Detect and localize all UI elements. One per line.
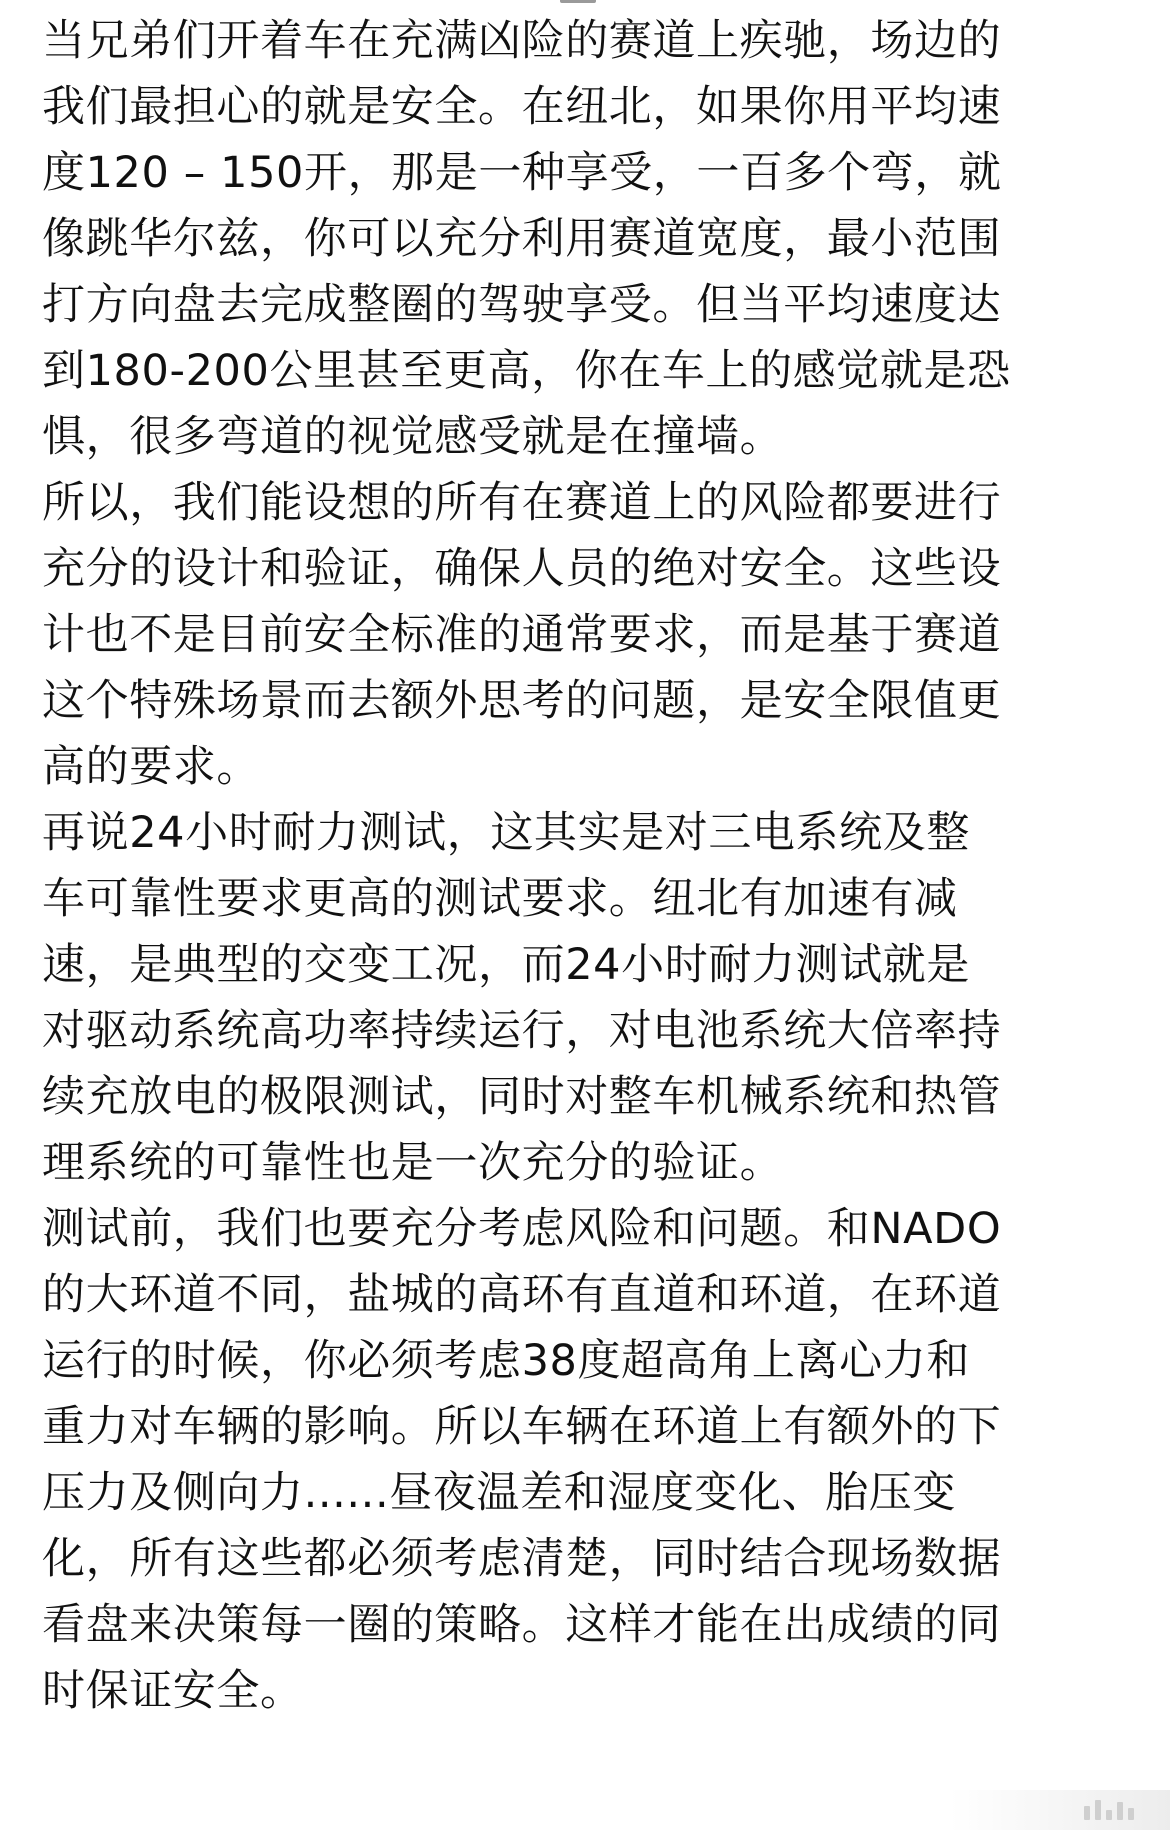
text-line: 的大环道不同，盐城的高环有直道和环道，在环道 bbox=[42, 1270, 1002, 1320]
text-line: 这个特殊场景而去额外思考的问题，是安全限值更 bbox=[42, 676, 1002, 726]
text-line: 高的要求。 bbox=[42, 742, 260, 792]
watermark-mark bbox=[1084, 1800, 1134, 1820]
text-line: 车可靠性要求更高的测试要求。纽北有加速有减 bbox=[42, 874, 958, 924]
paragraph-safety-intro bbox=[42, 8, 1132, 470]
text-line: 到180-200公里甚至更高，你在车上的感觉就是恐 bbox=[42, 346, 1011, 396]
text-line: 理系统的可靠性也是一次充分的验证。 bbox=[42, 1138, 784, 1188]
paragraph-pre-test-risks bbox=[42, 1196, 1132, 1724]
text-line: 像跳华尔兹，你可以充分利用赛道宽度，最小范围 bbox=[42, 214, 1002, 264]
text-line: 再说24小时耐力测试，这其实是对三电系统及整 bbox=[42, 808, 970, 858]
text-line: 度120 – 150开，那是一种享受，一百多个弯，就 bbox=[42, 148, 1002, 198]
paragraph-endurance-test bbox=[42, 800, 1132, 1196]
text-line: 速，是典型的交变工况，而24小时耐力测试就是 bbox=[42, 940, 970, 990]
text-line: 我们最担心的就是安全。在纽北，如果你用平均速 bbox=[42, 82, 1002, 132]
text-line: 重力对车辆的影响。所以车辆在环道上有额外的下 bbox=[42, 1402, 1002, 1452]
text-line: 化，所有这些都必须考虑清楚，同时结合现场数据 bbox=[42, 1534, 1002, 1584]
text-line: 压力及侧向力......昼夜温差和湿度变化、胎压变 bbox=[42, 1468, 957, 1518]
text-line: 测试前，我们也要充分考虑风险和问题。和NADO bbox=[42, 1204, 1002, 1254]
text-line: 续充放电的极限测试，同时对整车机械系统和热管 bbox=[42, 1072, 1002, 1122]
text-line: 惧，很多弯道的视觉感受就是在撞墙。 bbox=[42, 412, 784, 462]
cropped-header-fragment bbox=[560, 0, 596, 3]
text-line: 打方向盘去完成整圈的驾驶享受。但当平均速度达 bbox=[42, 280, 1002, 330]
article-body bbox=[42, 8, 1132, 1724]
text-line: 所以，我们能设想的所有在赛道上的风险都要进行 bbox=[42, 478, 1002, 528]
text-line: 充分的设计和验证，确保人员的绝对安全。这些设 bbox=[42, 544, 1002, 594]
paragraph-risk-design bbox=[42, 470, 1132, 800]
text-line: 看盘来决策每一圈的策略。这样才能在出成绩的同 bbox=[42, 1600, 1002, 1650]
text-line: 对驱动系统高功率持续运行，对电池系统大倍率持 bbox=[42, 1006, 1002, 1056]
text-line: 运行的时候，你必须考虑38度超高角上离心力和 bbox=[42, 1336, 970, 1386]
watermark bbox=[950, 1790, 1170, 1830]
text-line: 时保证安全。 bbox=[42, 1666, 304, 1716]
text-line: 当兄弟们开着车在充满凶险的赛道上疾驰，场边的 bbox=[42, 16, 1002, 66]
text-line: 计也不是目前安全标准的通常要求，而是基于赛道 bbox=[42, 610, 1002, 660]
